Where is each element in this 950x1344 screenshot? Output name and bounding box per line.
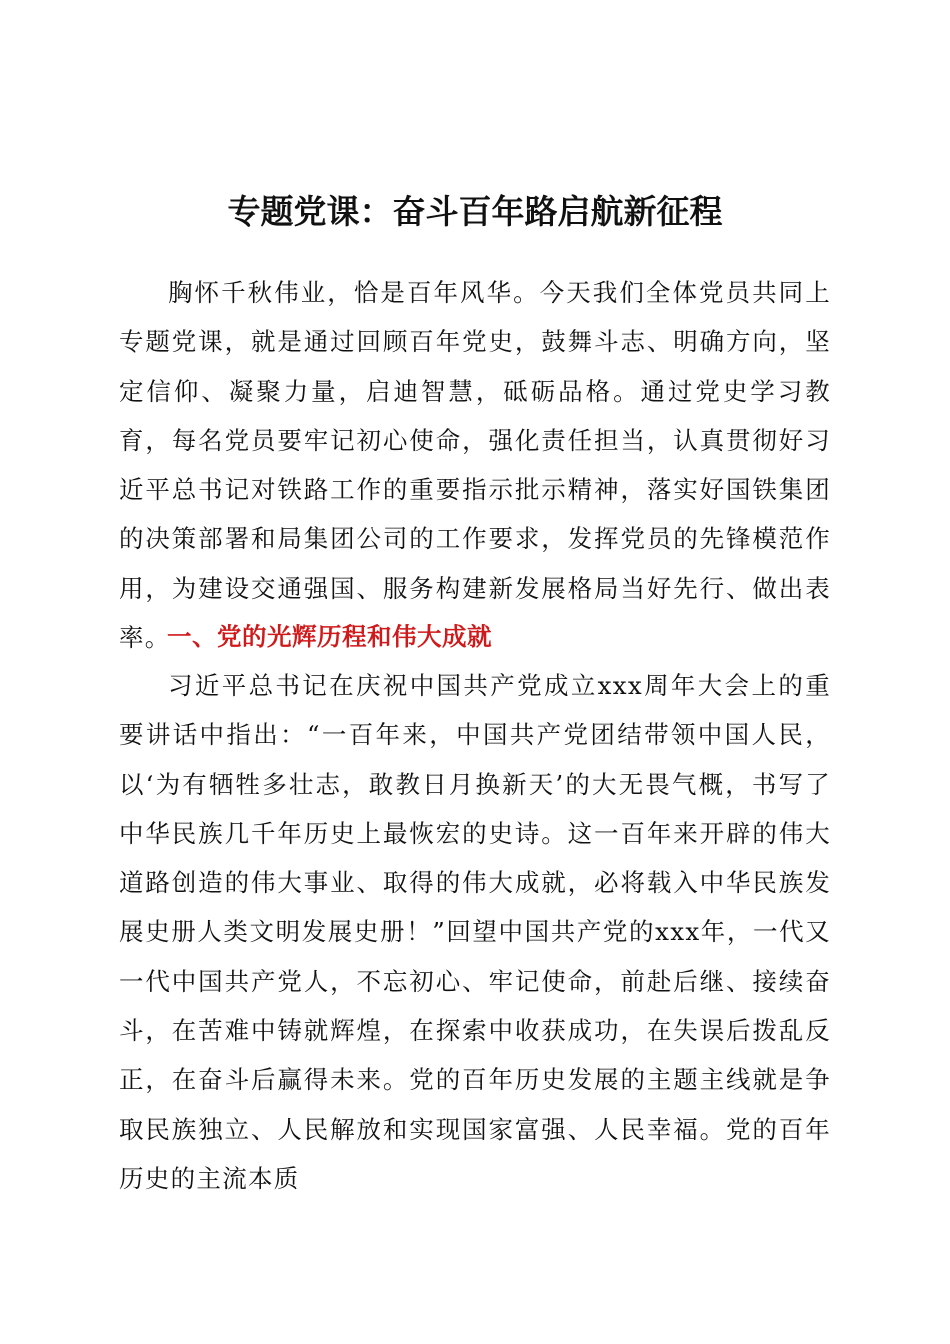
intro-paragraph: 胸怀千秋伟业，恰是百年风华。今天我们全体党员共同上专题党课，就是通过回顾百年党史，鼓舞斗志、明确方向，坚定信仰、凝聚力量，启迪智慧，砥砺品格。通过党史学习教育，每名党员要牢记初心使命，强化责任担当，认真贯彻好习近平总书记对铁路工作的重要指示批示精神，落实好国铁集团的决策部署和局集团公司的工作要求，发挥党员的先锋模范作用，为建设交通强国、服务构建新发展格局当好先行、做出表率。	[119, 278, 831, 653]
section-heading: 一、党的光辉历程和伟大成就	[167, 622, 492, 651]
section-paragraph: 习近平总书记在庆祝中国共产党成立xxx周年大会上的重要讲话中指出：“一百年来，中国共产党团结带领中国人民，以‘为有牺牲多壮志，敢教日月换新天’的大无畏气概，书写了中华民族几千年历史上最恢宏的史诗。这一百年来开辟的伟大道路创造的伟大事业、取得的伟大成就，必将载入中华民族发展史册人类文明发展史册！”回望中国共产党的xxx年，一代又一代中国共产党人，不忘初心、牢记使命，前赴后继、接续奋斗，在苦难中铸就辉煌，在探索中收获成功，在失误后拨乱反正，在奋斗后赢得未来。党的百年历史发展的主题主线就是争取民族独立、人民解放和实现国家富强、人民幸福。党的百年历史的主流本质	[119, 671, 831, 1193]
document-title: 专题党课：奋斗百年路启航新征程	[227, 192, 723, 231]
